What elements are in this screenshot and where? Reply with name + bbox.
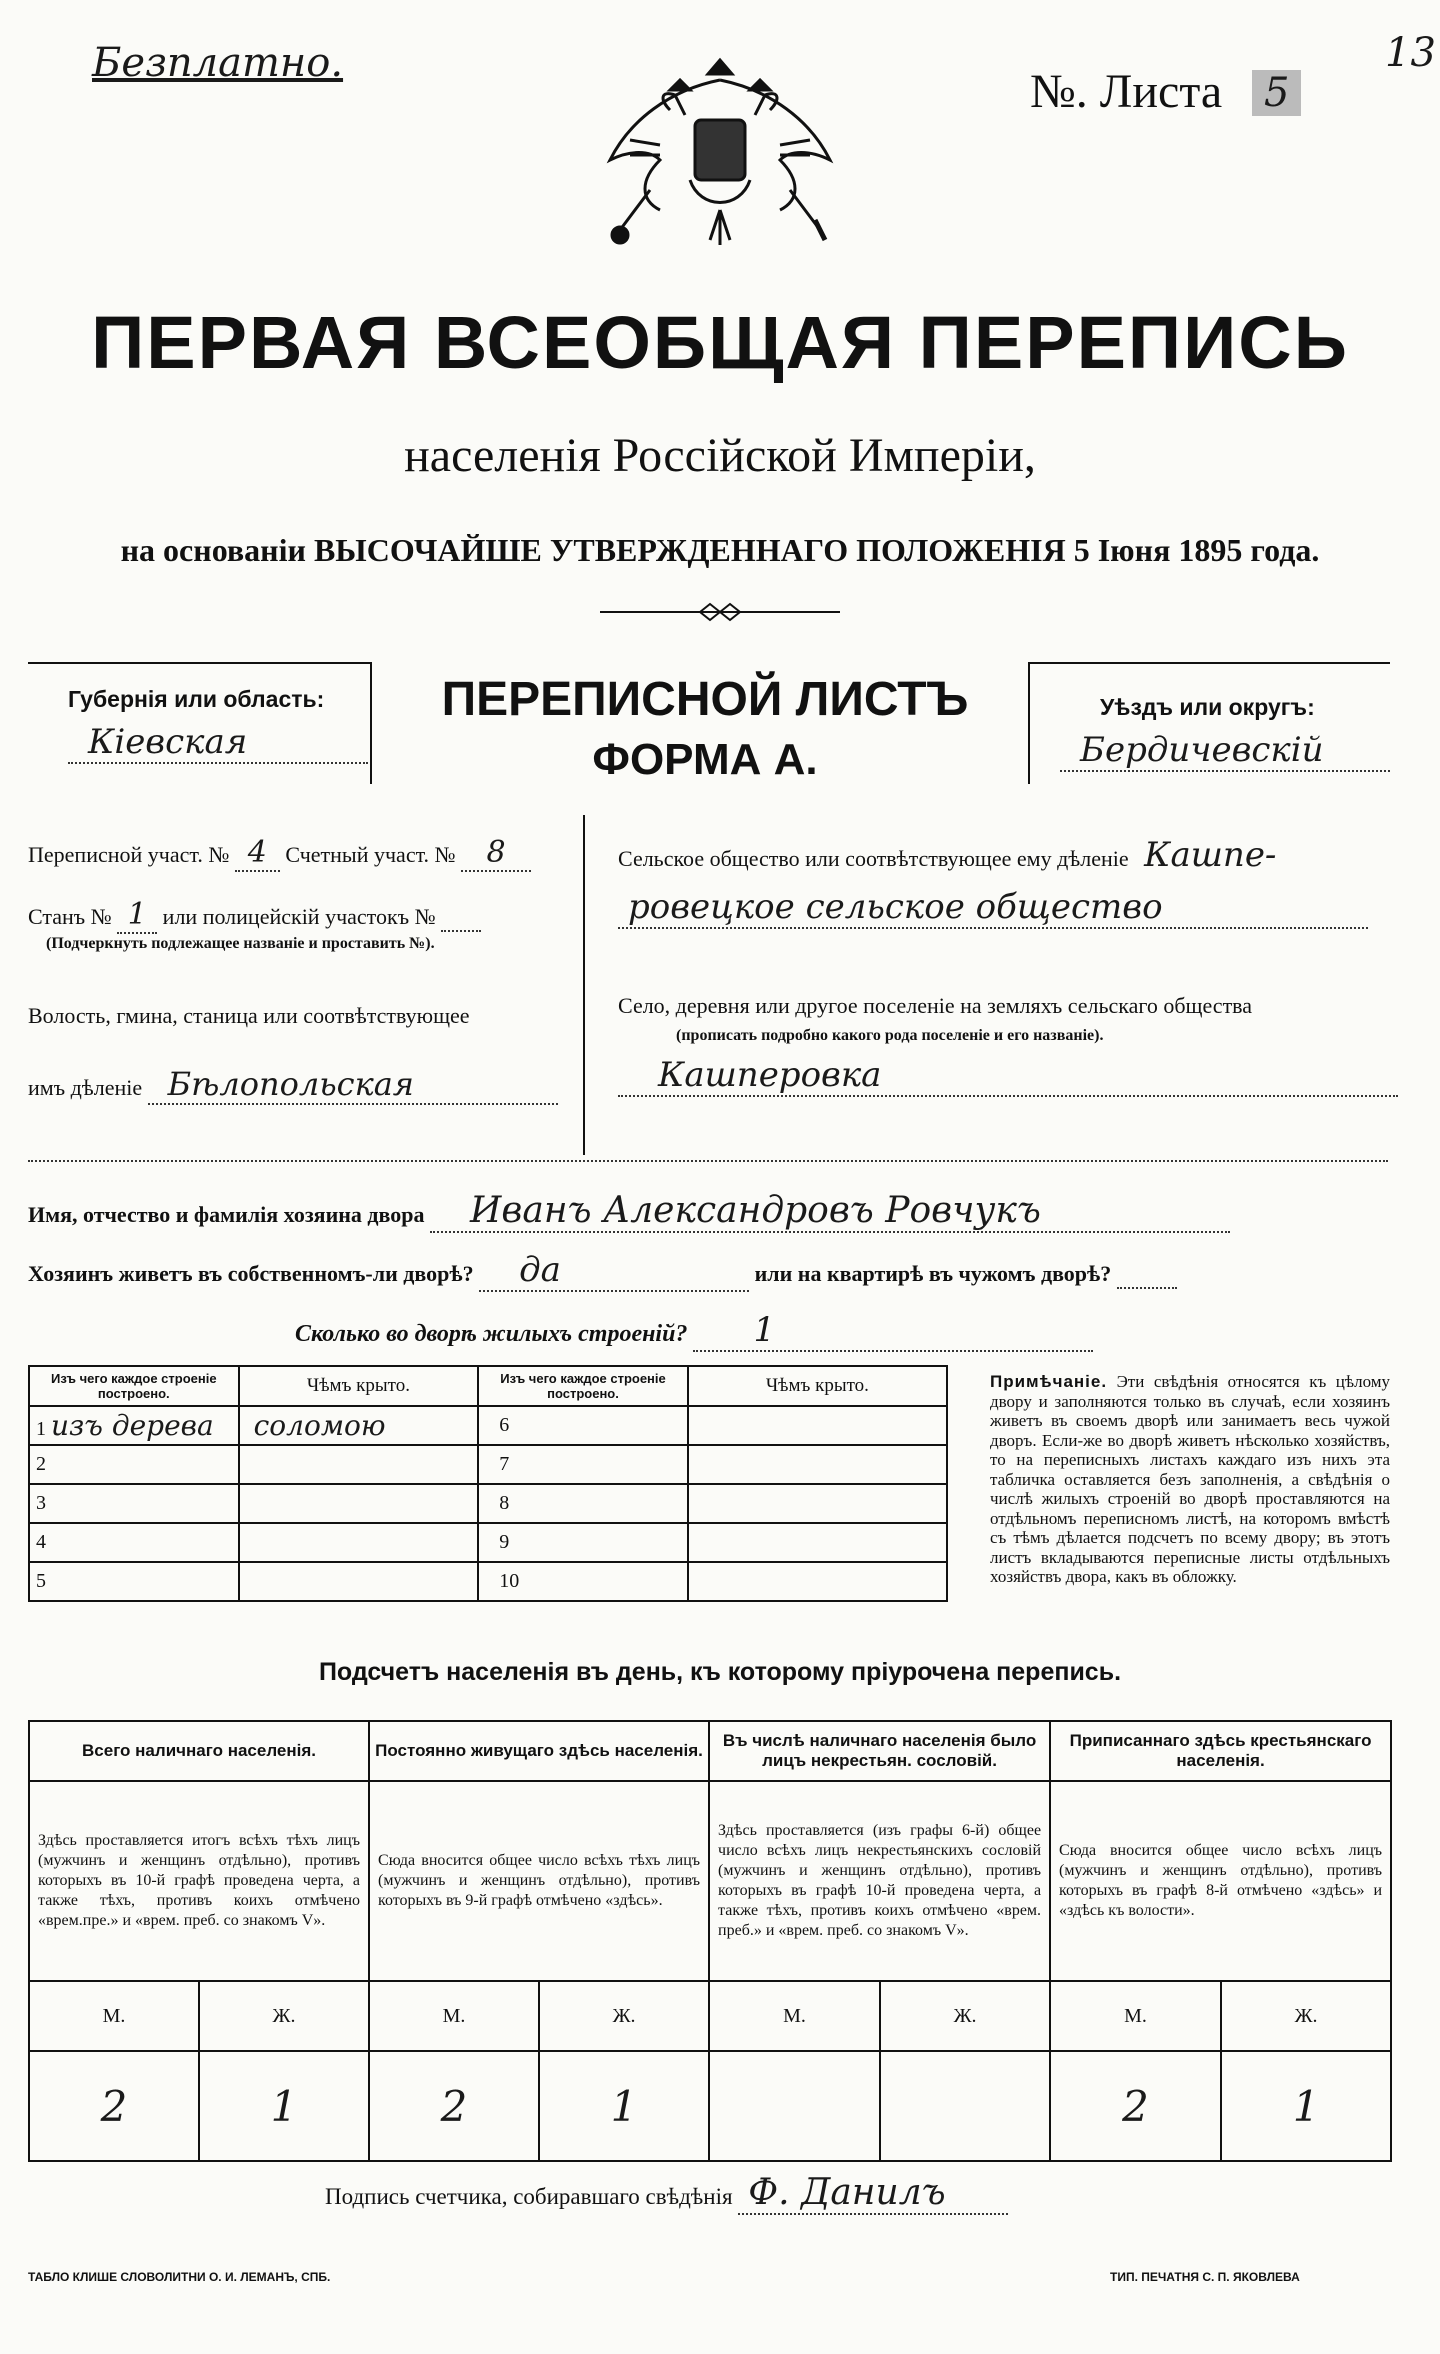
row-number: 2 (29, 1445, 239, 1484)
basis-line: на основаніи ВЫСОЧАЙШЕ УТВЕРЖДЕННАГО ПОЛОЖЕНІЯ 5 Іюня 1895 года. (120, 532, 1320, 568)
police-label: или полицейскій участокъ № (162, 904, 436, 929)
zh-label: Ж. (539, 1981, 709, 2051)
perepis-uch-value: 4 (235, 835, 280, 872)
count-desc-1: Здѣсь проставляется итогъ всѣхъ тѣхъ лицъ (мужчинъ и женщинъ отдѣльно), противъ которыхъ въ 10-й графѣ проведена черта, а также тѣхъ, противъ коихъ отмѣчено «врем.пре.» и «врем. преб. со знакомъ V». (29, 1781, 369, 1981)
note-text: Эти свѣдѣнія относятся къ цѣлому двору и заполняются только въ случаѣ, если хозяинъ живетъ въ своемъ дворѣ или занимаетъ весь чужой дворъ. Если-же во дворѣ живетъ нѣсколько хозяйствъ, то на переписныхъ листахъ каждаго изъ нихъ эта табличка оставляется безъ заполненія, а свѣдѣнія о числѣ жилыхъ строеній во дворѣ проставляются на отдѣльномъ переписномъ листѣ, на которомъ вмѣстѣ съ тѣмъ дѣлается подсчетъ по всему двору; въ этотъ листъ вкладываются переписные листы отдѣльныхъ хозяйствъ двора, какъ въ обложку. (990, 1372, 1391, 1586)
zh-label: Ж. (1221, 1981, 1391, 2051)
count-head-2: Постоянно живущаго здѣсь населенія. (369, 1721, 709, 1781)
stan-label: Станъ № (28, 904, 112, 929)
buildings-table (28, 1365, 948, 1602)
village-label: Село, деревня или другое поселеніе на земляхъ сельскаго общества (618, 993, 1253, 1018)
village-note: (прописать подробно какого рода поселеніе и его названіе). (676, 1027, 1104, 1044)
society-label: Сельское общество или соотвѣтствующее ему дѣленіе (618, 846, 1129, 871)
table-cell (688, 1484, 947, 1523)
row-number: 6 (478, 1406, 687, 1445)
m-label: М. (1050, 1981, 1221, 2051)
subtitle: населенія Россійской Имперіи, (404, 429, 1036, 482)
table-cell (29, 1406, 239, 1445)
row-number: 1 (36, 1418, 46, 1440)
count-value-zh-4: 1 (1221, 2051, 1391, 2161)
buildings-row (295, 1310, 1093, 1352)
signature-row (325, 2172, 1008, 2215)
form-type: ФОРМА А. (592, 735, 818, 784)
row-number: 7 (478, 1445, 687, 1484)
count-head-1: Всего наличнаго населенія. (29, 1721, 369, 1781)
note-title: Примѣчаніе. (990, 1372, 1108, 1391)
row-number: 3 (29, 1484, 239, 1523)
count-desc-4: Сюда вносится общее число всѣхъ лицъ (мужчинъ и женщинъ отдѣльно), противъ которыхъ въ графѣ 8-й отмѣчено «здѣсь» и «здѣсь къ волости». (1050, 1781, 1391, 1981)
count-value-m-1: 2 (29, 2051, 199, 2161)
count-value-m-3 (709, 2051, 880, 2161)
table-cell (239, 1484, 479, 1523)
row-number: 4 (29, 1523, 239, 1562)
gubernia-box (28, 662, 372, 784)
uezd-label: Уѣздъ или округъ: (1100, 694, 1315, 720)
table-cell (239, 1523, 479, 1562)
table-cell (688, 1445, 947, 1484)
note-block (990, 1372, 1390, 1587)
sheet-label: №. Листа (1030, 65, 1223, 118)
table-row (29, 1562, 947, 1601)
owner-own-value: да (479, 1250, 749, 1292)
count-table (28, 1720, 1392, 2162)
zh-label: Ж. (880, 1981, 1050, 2051)
right-fields (618, 815, 1388, 1155)
volost-label-2: имъ дѣленіе (28, 1075, 143, 1100)
count-desc-2: Сюда вносится общее число всѣхъ тѣхъ лицъ (мужчинъ и женщинъ отдѣльно), противъ которыхъ въ 9-й графѣ отмѣчено «здѣсь». (369, 1781, 709, 1981)
col-material-left: Изъ чего каждое строеніе построено. (29, 1366, 239, 1406)
form-header-row (28, 652, 1388, 792)
count-title: Подсчетъ населенія въ день, къ которому пріурочена перепись. (318, 1658, 1122, 1686)
signature-value: Ф. Данилъ (738, 2172, 1008, 2215)
col-roof-left: Чѣмъ крыто. (239, 1366, 479, 1406)
count-value-zh-2: 1 (539, 2051, 709, 2161)
table-cell (239, 1562, 479, 1601)
material-value: изъ дерева (51, 1409, 214, 1442)
row-number: 5 (29, 1562, 239, 1601)
owner-name-row (28, 1190, 1230, 1233)
perepis-uch-label: Переписной участ. № (28, 842, 230, 867)
stan-row (28, 897, 481, 934)
m-label: М. (29, 1981, 199, 2051)
left-fields (28, 815, 585, 1155)
perepis-uch-row (28, 835, 531, 872)
count-value-zh-3 (880, 2051, 1050, 2161)
printer-left: ТАБЛО КЛИШЕ СЛОВОЛИТНИ О. И. ЛЕМАНЪ, СПБ. (28, 2270, 331, 2284)
signature-label: Подпись счетчика, собиравшаго свѣдѣнія (325, 2184, 733, 2209)
free-label: Безплатно. (92, 40, 344, 86)
police-value (441, 904, 481, 932)
col-roof-right: Чѣмъ крыто. (688, 1366, 947, 1406)
form-name-block (370, 652, 1040, 785)
schet-uch-label: Счетный участ. № (285, 842, 456, 867)
table-row (29, 1484, 947, 1523)
roof-value: соломою (239, 1406, 479, 1445)
count-head-4: Приписаннаго здѣсь крестьянскаго населенія. (1050, 1721, 1391, 1781)
printer-right: ТИП. ПЕЧАТНЯ С. П. ЯКОВЛЕВА (1110, 2270, 1300, 2284)
sheet-number: 5 (1252, 70, 1301, 116)
owner-rent-label: или на квартирѣ въ чужомъ дворѣ? (754, 1261, 1112, 1286)
table-cell (688, 1523, 947, 1562)
count-desc-3: Здѣсь проставляется (изъ графы 6-й) общее число всѣхъ лицъ некрестьянскихъ сословій (мужчинъ и женщинъ отдѣльно), противъ которыхъ въ графѣ 10-й проведена черта, а также тѣхъ, противъ коихъ отмѣчено «врем. преб.» и «врем. преб. со знакомъ V». (709, 1781, 1050, 1981)
buildings-value: 1 (693, 1310, 1093, 1352)
uezd-box (1028, 662, 1390, 784)
count-head-3: Въ числѣ наличнаго населенія было лицъ некрестьян. сословій. (709, 1721, 1050, 1781)
m-label: М. (369, 1981, 539, 2051)
table-cell (688, 1562, 947, 1601)
count-value-m-4: 2 (1050, 2051, 1221, 2161)
owner-name-label: Имя, отчество и фамилія хозяина двора (28, 1202, 425, 1227)
divider-dotted (28, 1160, 1388, 1162)
double-headed-eagle-emblem (590, 40, 850, 270)
row-number: 8 (478, 1484, 687, 1523)
form-name: ПЕРЕПИСНОЙ ЛИСТЪ (441, 673, 969, 726)
society-value-1: Кашпе- (1144, 835, 1277, 875)
gubernia-label: Губернія или область: (68, 686, 325, 712)
col-material-right: Изъ чего каждое строеніе построено. (478, 1366, 687, 1406)
stan-value: 1 (117, 897, 157, 934)
row-number: 9 (478, 1523, 687, 1562)
society-row (618, 835, 1276, 875)
table-cell (688, 1406, 947, 1445)
volost-label: Волость, гмина, станица или соотвѣтствующее (28, 1003, 470, 1028)
owner-name-value: Иванъ Александровъ Ровчукъ (430, 1190, 1230, 1233)
gubernia-value: Кіевская (68, 722, 368, 764)
count-value-zh-1: 1 (199, 2051, 369, 2161)
count-value-m-2: 2 (369, 2051, 539, 2161)
owner-rent-value (1117, 1261, 1177, 1289)
village-value: Кашперовка (618, 1055, 1398, 1097)
schet-uch-value: 8 (461, 835, 531, 872)
table-row (29, 1445, 947, 1484)
owner-own-label: Хозяинъ живетъ въ собственномъ-ли дворѣ? (28, 1261, 474, 1286)
zh-label: Ж. (199, 1981, 369, 2051)
society-value-2: ровецкое сельское общество (618, 887, 1368, 929)
row-number: 10 (478, 1562, 687, 1601)
police-note: (Подчеркнуть подлежащее названіе и проставить №). (46, 935, 435, 952)
volost-value: Бѣлопольская (148, 1065, 558, 1105)
owner-own-row (28, 1250, 1177, 1292)
uezd-value: Бердичевскій (1060, 730, 1390, 772)
ornament-divider (600, 600, 840, 624)
table-row (29, 1406, 947, 1445)
m-label: М. (709, 1981, 880, 2051)
corner-mark: 13 (1385, 30, 1436, 76)
table-cell (239, 1445, 479, 1484)
table-row (29, 1523, 947, 1562)
volost-row (28, 1065, 558, 1105)
main-title: ПЕРВАЯ ВСЕОБЩАЯ ПЕРЕПИСЬ (91, 301, 1349, 384)
buildings-label: Сколько во дворѣ жилыхъ строеній? (295, 1321, 688, 1347)
